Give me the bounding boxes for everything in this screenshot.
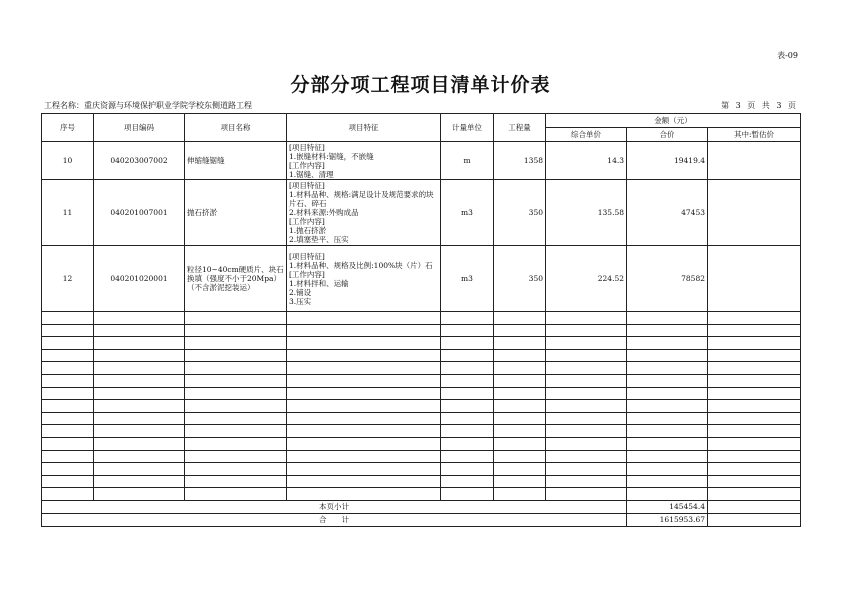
cell-unit: m <box>441 142 494 180</box>
empty-cell <box>627 450 708 463</box>
cell-name: 粒径10~40cm硬质片、块石换填（强度不小于20Mpa）（不含淤泥挖装运） <box>185 246 287 312</box>
empty-cell <box>185 374 287 387</box>
empty-cell <box>287 488 441 501</box>
empty-cell <box>42 412 94 425</box>
empty-cell <box>708 349 801 362</box>
empty-cell <box>441 450 494 463</box>
empty-cell <box>287 412 441 425</box>
empty-cell <box>185 387 287 400</box>
empty-cell <box>708 412 801 425</box>
empty-cell <box>42 324 94 337</box>
empty-cell <box>627 324 708 337</box>
empty-cell <box>441 374 494 387</box>
empty-cell <box>42 463 94 476</box>
empty-cell <box>94 450 185 463</box>
empty-cell <box>185 349 287 362</box>
empty-cell <box>546 312 627 325</box>
empty-cell <box>708 437 801 450</box>
empty-cell <box>185 425 287 438</box>
empty-row <box>42 324 801 337</box>
empty-cell <box>287 337 441 350</box>
empty-cell <box>627 412 708 425</box>
empty-cell <box>441 437 494 450</box>
cell-quantity: 350 <box>494 180 546 246</box>
empty-cell <box>494 349 546 362</box>
empty-cell <box>627 400 708 413</box>
col-header-unit-price: 综合单价 <box>546 128 627 142</box>
empty-cell <box>94 475 185 488</box>
empty-cell <box>42 437 94 450</box>
empty-cell <box>42 387 94 400</box>
empty-cell <box>287 450 441 463</box>
table-row <box>42 180 801 246</box>
empty-cell <box>42 425 94 438</box>
empty-cell <box>494 463 546 476</box>
col-header-code: 项目编码 <box>94 114 185 142</box>
empty-cell <box>627 337 708 350</box>
empty-row <box>42 437 801 450</box>
empty-cell <box>287 374 441 387</box>
empty-cell <box>185 463 287 476</box>
empty-cell <box>546 425 627 438</box>
cell-unit-price: 135.58 <box>546 180 627 246</box>
page-subtotal-provisional <box>708 500 801 513</box>
empty-cell <box>287 387 441 400</box>
empty-cell <box>42 374 94 387</box>
col-header-quantity: 工程量 <box>494 114 546 142</box>
empty-cell <box>708 463 801 476</box>
empty-cell <box>441 488 494 501</box>
empty-row <box>42 475 801 488</box>
empty-cell <box>185 412 287 425</box>
empty-cell <box>94 324 185 337</box>
empty-cell <box>94 488 185 501</box>
empty-cell <box>441 425 494 438</box>
empty-cell <box>42 349 94 362</box>
cell-unit: m3 <box>441 246 494 312</box>
empty-cell <box>708 324 801 337</box>
col-header-seq: 序号 <box>42 114 94 142</box>
page-title: 分部分项工程项目清单计价表 <box>290 74 551 96</box>
empty-cell <box>287 475 441 488</box>
empty-cell <box>185 362 287 375</box>
empty-cell <box>627 362 708 375</box>
empty-rows <box>42 312 801 501</box>
empty-row <box>42 463 801 476</box>
empty-cell <box>494 362 546 375</box>
empty-cell <box>441 324 494 337</box>
empty-row <box>42 488 801 501</box>
cell-provisional <box>708 142 801 180</box>
empty-cell <box>287 362 441 375</box>
empty-cell <box>185 324 287 337</box>
empty-cell <box>546 374 627 387</box>
empty-cell <box>494 374 546 387</box>
empty-cell <box>494 387 546 400</box>
cell-features: [项目特征] 1.材料品种、规格及比例:100%块（片）石 [工作内容] 1.材料拌和、运输 2.铺设 3.压实 <box>287 246 441 312</box>
empty-cell <box>94 463 185 476</box>
empty-cell <box>287 324 441 337</box>
empty-row <box>42 400 801 413</box>
empty-cell <box>546 400 627 413</box>
empty-cell <box>546 488 627 501</box>
empty-cell <box>94 374 185 387</box>
empty-row <box>42 374 801 387</box>
empty-cell <box>441 412 494 425</box>
col-header-name: 项目名称 <box>185 114 287 142</box>
empty-cell <box>94 312 185 325</box>
empty-cell <box>185 450 287 463</box>
empty-cell <box>708 425 801 438</box>
empty-cell <box>494 312 546 325</box>
empty-cell <box>287 349 441 362</box>
empty-cell <box>42 475 94 488</box>
col-header-provisional: 其中:暂估价 <box>708 128 801 142</box>
empty-cell <box>546 337 627 350</box>
empty-cell <box>494 324 546 337</box>
empty-cell <box>627 488 708 501</box>
empty-cell <box>42 312 94 325</box>
empty-cell <box>94 362 185 375</box>
empty-cell <box>546 349 627 362</box>
cell-unit-price: 14.3 <box>546 142 627 180</box>
col-header-amount: 金额（元） <box>546 114 801 128</box>
empty-cell <box>546 475 627 488</box>
empty-cell <box>94 400 185 413</box>
empty-cell <box>546 324 627 337</box>
cell-total: 78582 <box>627 246 708 312</box>
grand-total-provisional <box>708 513 801 526</box>
grand-total-label: 合 计 <box>42 513 627 526</box>
empty-row <box>42 362 801 375</box>
empty-cell <box>546 362 627 375</box>
empty-cell <box>627 387 708 400</box>
empty-cell <box>42 488 94 501</box>
empty-cell <box>441 463 494 476</box>
table-row <box>42 142 801 180</box>
empty-cell <box>494 337 546 350</box>
empty-cell <box>185 437 287 450</box>
cell-features: [项目特征] 1.材料品种、规格:满足设计及规范要求的块片石、碎石 2.材料来源:外购成品 [工作内容] 1.抛石挤淤 2.填塞垫平、压实 <box>287 180 441 246</box>
cell-quantity: 1358 <box>494 142 546 180</box>
col-header-total: 合价 <box>627 128 708 142</box>
project-name: 工程名称：重庆资源与环境保护职业学院学校东侧道路工程 <box>44 101 252 110</box>
empty-cell <box>441 349 494 362</box>
empty-cell <box>185 312 287 325</box>
empty-cell <box>546 412 627 425</box>
cell-name: 抛石挤淤 <box>185 180 287 246</box>
empty-cell <box>708 450 801 463</box>
table-row <box>42 246 801 312</box>
cell-features: [项目特征] 1.嵌缝材料:锯缝，不嵌缝 [工作内容] 1.锯缝、清理 <box>287 142 441 180</box>
empty-cell <box>708 312 801 325</box>
empty-cell <box>546 387 627 400</box>
cell-provisional <box>708 180 801 246</box>
empty-cell <box>494 425 546 438</box>
empty-cell <box>287 400 441 413</box>
empty-cell <box>494 437 546 450</box>
empty-cell <box>287 312 441 325</box>
cell-unit-price: 224.52 <box>546 246 627 312</box>
empty-cell <box>94 387 185 400</box>
page-info: 第 3 页 共 3 页 <box>721 101 796 110</box>
page-subtotal-label: 本页小计 <box>42 500 627 513</box>
empty-cell <box>42 337 94 350</box>
cell-seq: 11 <box>42 180 94 246</box>
empty-cell <box>494 412 546 425</box>
bill-table <box>41 113 801 527</box>
col-header-unit: 计量单位 <box>441 114 494 142</box>
cell-quantity: 350 <box>494 246 546 312</box>
empty-cell <box>627 425 708 438</box>
empty-cell <box>708 400 801 413</box>
empty-cell <box>94 349 185 362</box>
empty-cell <box>494 450 546 463</box>
empty-cell <box>94 437 185 450</box>
empty-cell <box>441 400 494 413</box>
empty-cell <box>185 488 287 501</box>
empty-cell <box>546 463 627 476</box>
cell-code: 040201007001 <box>94 180 185 246</box>
page-subtotal-value: 145454.4 <box>627 500 708 513</box>
cell-name: 伸缩缝锯缝 <box>185 142 287 180</box>
empty-cell <box>287 463 441 476</box>
empty-cell <box>441 387 494 400</box>
empty-cell <box>708 475 801 488</box>
col-header-features: 项目特征 <box>287 114 441 142</box>
cell-total: 19419.4 <box>627 142 708 180</box>
empty-cell <box>185 337 287 350</box>
empty-cell <box>441 475 494 488</box>
empty-cell <box>708 488 801 501</box>
empty-cell <box>708 387 801 400</box>
empty-cell <box>708 362 801 375</box>
empty-cell <box>185 400 287 413</box>
empty-cell <box>546 437 627 450</box>
empty-row <box>42 312 801 325</box>
empty-cell <box>42 450 94 463</box>
cell-provisional <box>708 246 801 312</box>
empty-cell <box>441 312 494 325</box>
empty-cell <box>185 475 287 488</box>
subtotal-row <box>42 500 801 513</box>
empty-cell <box>494 475 546 488</box>
empty-cell <box>42 362 94 375</box>
empty-cell <box>708 374 801 387</box>
empty-cell <box>627 374 708 387</box>
cell-seq: 10 <box>42 142 94 180</box>
empty-cell <box>441 337 494 350</box>
empty-cell <box>494 488 546 501</box>
cell-code: 040201020001 <box>94 246 185 312</box>
empty-cell <box>287 437 441 450</box>
grand-total-row <box>42 513 801 526</box>
grand-total-value: 1615953.67 <box>627 513 708 526</box>
empty-cell <box>94 425 185 438</box>
empty-row <box>42 412 801 425</box>
empty-cell <box>94 337 185 350</box>
form-code: 表-09 <box>777 51 798 60</box>
empty-cell <box>441 362 494 375</box>
empty-row <box>42 337 801 350</box>
empty-row <box>42 450 801 463</box>
empty-cell <box>627 463 708 476</box>
empty-cell <box>546 450 627 463</box>
empty-cell <box>94 412 185 425</box>
cell-code: 040203007002 <box>94 142 185 180</box>
empty-cell <box>708 337 801 350</box>
cell-unit: m3 <box>441 180 494 246</box>
cell-seq: 12 <box>42 246 94 312</box>
cell-total: 47453 <box>627 180 708 246</box>
empty-cell <box>627 312 708 325</box>
empty-cell <box>627 437 708 450</box>
empty-cell <box>627 349 708 362</box>
empty-row <box>42 425 801 438</box>
empty-cell <box>287 425 441 438</box>
empty-row <box>42 387 801 400</box>
empty-cell <box>627 475 708 488</box>
empty-row <box>42 349 801 362</box>
empty-cell <box>494 400 546 413</box>
empty-cell <box>42 400 94 413</box>
